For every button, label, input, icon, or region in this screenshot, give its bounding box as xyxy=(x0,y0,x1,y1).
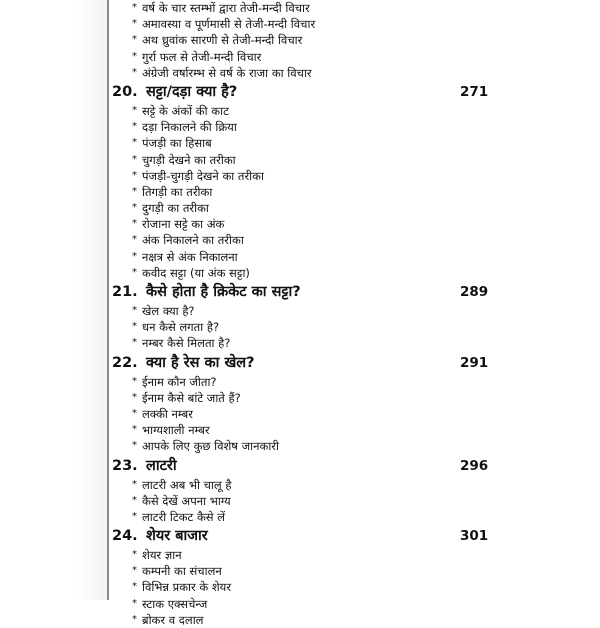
chapter-heading xyxy=(112,455,492,477)
bullet-star-icon: * xyxy=(132,137,137,149)
chapter-number: 23. xyxy=(112,457,138,474)
bullet-star-icon: * xyxy=(132,391,137,403)
toc-sub-item-label: अंक निकालने का तरीका xyxy=(142,233,244,248)
chapter-title: क्या है रेस का खेल? xyxy=(146,354,255,371)
toc-sub-item-label: अंग्रेजी वर्षारम्भ से वर्ष के राजा का विचार xyxy=(142,65,312,80)
toc-sub-item-label: कवीद सट्टा (या अंक सट्टा) xyxy=(142,265,250,280)
bullet-star-icon: * xyxy=(132,510,137,522)
toc-sub-item-label: ईनाम कौन जीता? xyxy=(142,374,217,389)
bullet-star-icon: * xyxy=(132,305,137,316)
toc-sub-item xyxy=(112,216,492,232)
toc-sub-item xyxy=(112,249,492,265)
bullet-star-icon: * xyxy=(132,549,137,561)
toc-sub-item xyxy=(112,422,492,438)
toc-sub-item xyxy=(112,438,492,454)
chapter-title: सट्टा/दड़ा क्या है? xyxy=(146,83,238,100)
table-of-contents xyxy=(112,0,492,628)
toc-sub-item-label: रोजाना सट्टे का अंक xyxy=(142,217,225,232)
bullet-star-icon: * xyxy=(132,185,137,197)
toc-sub-item-label: खेल क्या है? xyxy=(142,304,195,318)
toc-sub-item-label: लाटरी अब भी चालू है xyxy=(142,477,232,492)
toc-sub-item xyxy=(112,406,492,422)
toc-sub-item-label: गुर्रा फल से तेजी-मन्दी विचार xyxy=(142,49,262,64)
toc-sub-item xyxy=(112,232,492,248)
toc-sub-item xyxy=(112,152,492,168)
bullet-star-icon: * xyxy=(132,18,137,30)
toc-sub-item-label: चुगड़ी देखने का तरीका xyxy=(142,152,236,167)
toc-sub-item-label: लाटरी टिकट कैसे लें xyxy=(142,509,226,524)
toc-sub-item xyxy=(112,168,492,184)
bullet-star-icon: * xyxy=(132,424,137,436)
bullet-star-icon: * xyxy=(132,218,137,230)
toc-sub-item-label: तिगड़ी का तरीका xyxy=(142,184,213,199)
chapter-number: 21. xyxy=(112,284,138,300)
toc-sub-item xyxy=(112,493,492,509)
bullet-star-icon: * xyxy=(132,321,137,333)
toc-sub-item xyxy=(112,32,492,48)
chapter-title: लाटरी xyxy=(146,457,177,474)
bullet-star-icon: * xyxy=(132,613,137,625)
toc-sub-item xyxy=(112,612,492,628)
chapter-heading xyxy=(112,81,492,103)
bullet-star-icon: * xyxy=(132,478,137,490)
bullet-star-icon: * xyxy=(132,153,137,165)
toc-sub-item-label: कैसे देखें अपना भाग्य xyxy=(142,493,231,508)
toc-sub-item xyxy=(112,579,492,595)
bullet-star-icon: * xyxy=(132,597,137,609)
chapter-number: 20. xyxy=(112,83,138,100)
chapter-page-number: 291 xyxy=(460,354,489,371)
toc-sub-item-label: स्टाक एक्सचेन्ज xyxy=(142,596,208,611)
chapter-page-number: 271 xyxy=(460,83,489,100)
chapter-list xyxy=(112,81,492,628)
toc-sub-item xyxy=(112,119,492,135)
toc-sub-item xyxy=(112,303,492,319)
bullet-star-icon: * xyxy=(132,407,137,419)
chapter-number: 24. xyxy=(112,528,138,545)
bullet-star-icon: * xyxy=(132,202,137,214)
bullet-star-icon: * xyxy=(132,104,137,116)
toc-sub-item xyxy=(112,65,492,81)
bullet-star-icon: * xyxy=(132,169,137,181)
chapter-heading xyxy=(112,281,492,303)
book-spine xyxy=(107,0,109,600)
bullet-star-icon: * xyxy=(132,121,137,133)
toc-sub-item xyxy=(112,477,492,493)
bullet-star-icon: * xyxy=(132,66,137,78)
toc-sub-item xyxy=(112,200,492,216)
toc-sub-item-label: पंजड़ी का हिसाब xyxy=(142,136,212,151)
toc-sub-item-label: नक्षत्र से अंक निकालना xyxy=(142,249,238,264)
toc-sub-item xyxy=(112,509,492,525)
bullet-star-icon: * xyxy=(132,34,137,46)
toc-sub-item-label: पंजड़ी-चुगड़ी देखने का तरीका xyxy=(142,168,264,183)
toc-sub-item xyxy=(112,563,492,579)
bullet-star-icon: * xyxy=(132,565,137,577)
toc-sub-item xyxy=(112,335,492,351)
toc-sub-item-label: दड़ा निकालने की क्रिया xyxy=(142,120,237,135)
chapter-title: शेयर बाजार xyxy=(146,528,208,545)
chapter-page-number: 296 xyxy=(460,457,489,474)
chapter-page-number: 289 xyxy=(460,284,489,300)
toc-sub-item-label: ईनाम कैसे बांटे जाते हैं? xyxy=(142,390,241,405)
toc-sub-item-label: विभिन्न प्रकार के शेयर xyxy=(142,580,232,595)
toc-sub-item xyxy=(112,49,492,65)
toc-sub-item-label: धन कैसे लगता है? xyxy=(142,320,220,335)
chapter-title: कैसे होता है क्रिकेट का सट्टा? xyxy=(146,284,301,300)
bullet-star-icon: * xyxy=(132,266,137,278)
toc-sub-item-label: नम्बर कैसे मिलता है? xyxy=(142,336,231,351)
bullet-star-icon: * xyxy=(132,581,137,593)
toc-sub-item-label: कम्पनी का संचालन xyxy=(142,564,222,579)
toc-sub-item xyxy=(112,184,492,200)
toc-sub-item-label: ब्रोकर व दलाल xyxy=(142,612,204,627)
bullet-star-icon: * xyxy=(132,50,137,62)
toc-sub-item xyxy=(112,0,492,16)
toc-sub-item xyxy=(112,547,492,563)
bullet-star-icon: * xyxy=(132,494,137,506)
bullet-star-icon: * xyxy=(132,234,137,246)
toc-sub-item xyxy=(112,319,492,335)
chapter-number: 22. xyxy=(112,354,138,371)
chapter-heading xyxy=(112,525,492,547)
toc-sub-item-label: लक्की नम्बर xyxy=(142,406,193,421)
bullet-star-icon: * xyxy=(132,375,137,387)
toc-sub-item xyxy=(112,265,492,281)
toc-sub-item-label: अमावस्या व पूर्णमासी से तेजी-मन्दी विचार xyxy=(142,17,316,32)
toc-sub-item-label: भाग्यशाली नम्बर xyxy=(142,423,210,438)
chapter-heading xyxy=(112,352,492,374)
toc-sub-item-label: शेयर ज्ञान xyxy=(142,548,182,563)
bullet-star-icon: * xyxy=(132,250,137,262)
chapter-page-number: 301 xyxy=(460,528,489,545)
toc-sub-item-label: अथ ध्रुवांक सारणी से तेजी-मन्दी विचार xyxy=(142,33,303,48)
toc-sub-item xyxy=(112,135,492,151)
intro-list xyxy=(112,0,492,81)
toc-sub-item-label: सट्टे के अंकों की काट xyxy=(142,103,229,118)
toc-sub-item-label: आपके लिए कुछ विशेष जानकारी xyxy=(142,439,279,454)
bullet-star-icon: * xyxy=(132,440,137,452)
bullet-star-icon: * xyxy=(132,2,137,13)
toc-sub-item xyxy=(112,16,492,32)
page-gutter-shadow xyxy=(0,0,108,600)
toc-sub-item xyxy=(112,374,492,390)
toc-sub-item-label: वर्ष के चार स्तम्भों द्वारा तेजी-मन्दी विचार xyxy=(142,1,310,15)
toc-sub-item xyxy=(112,390,492,406)
toc-sub-item xyxy=(112,596,492,612)
toc-sub-item-label: दुगड़ी का तरीका xyxy=(142,201,209,216)
toc-sub-item xyxy=(112,103,492,119)
bullet-star-icon: * xyxy=(132,337,137,349)
